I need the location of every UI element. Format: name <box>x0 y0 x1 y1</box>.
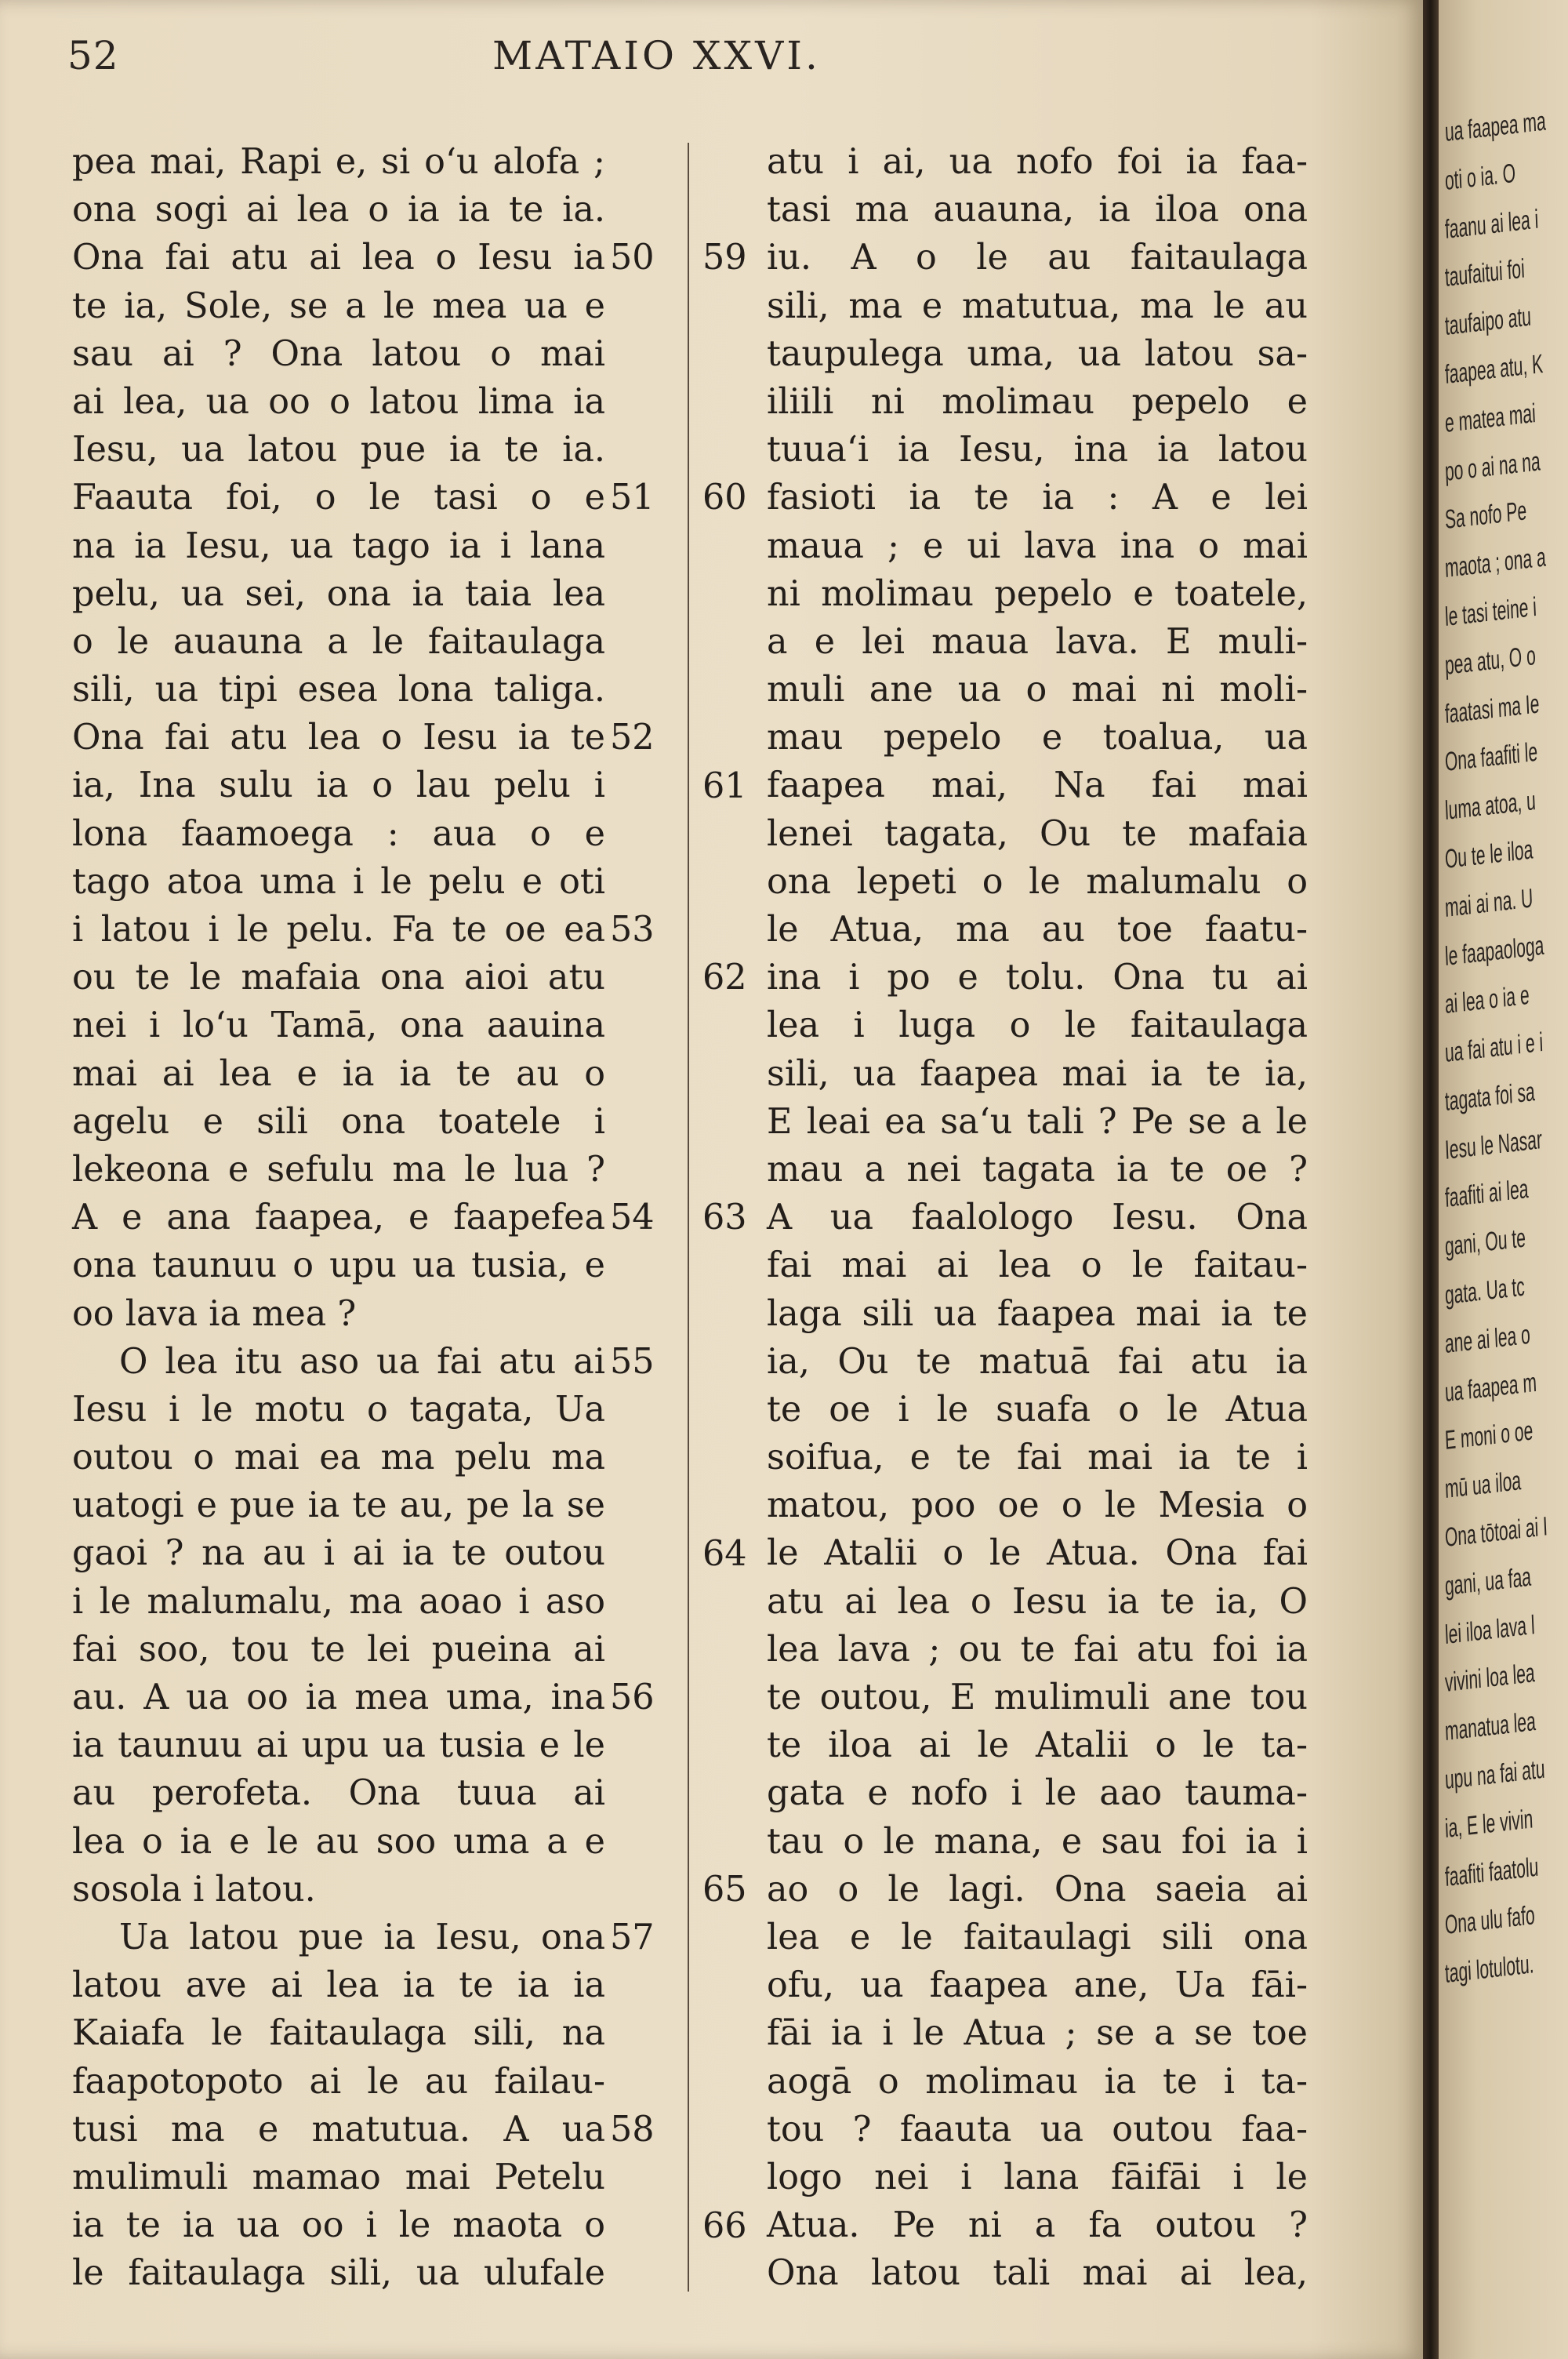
verse-number: 50 <box>610 238 655 278</box>
text-line: ia te ia ua oo i le maota o <box>72 2205 605 2246</box>
verse-number: 54 <box>610 1198 655 1238</box>
column-divider <box>688 143 689 2292</box>
facing-page-line: le tasi teine i <box>1444 591 1537 632</box>
text-line: ai lea, ua oo o latou lima ia <box>72 381 605 422</box>
facing-page-line: maota ; ona a <box>1444 542 1547 584</box>
text-line: iliili ni molimau pepelo e <box>767 381 1308 422</box>
text-line: gata e nofo i le aao tauma- <box>767 1773 1308 1814</box>
text-line: le Atalii o le Atua. Ona fai <box>767 1533 1308 1574</box>
page-number: 52 <box>67 33 119 78</box>
text-line: Faauta foi, o le tasi o e <box>72 478 605 518</box>
text-line: Iesu, ua latou pue ia te ia. <box>72 430 605 471</box>
text-line: te ia, Sole, se a le mea ua e <box>72 285 605 326</box>
facing-page-line: taufaipo atu <box>1444 301 1532 342</box>
facing-page-line: ua faapea ma <box>1444 106 1547 147</box>
text-line: i latou i le pelu. Fa te oe ea <box>72 910 605 950</box>
text-line: ofu, ua faapea ane, Ua fāi- <box>767 1965 1308 2006</box>
text-line: sau ai ? Ona latou o mai <box>72 333 605 374</box>
text-line: tou ? faauta ua outou faa- <box>767 2109 1308 2150</box>
text-line: lea lava ; ou te fai atu foi ia <box>767 1629 1308 1670</box>
text-line: ona sogi ai lea o ia ia te ia. <box>72 190 605 231</box>
facing-page-line: Ona faafiti le <box>1444 737 1538 778</box>
facing-page-line: ua faapea m <box>1444 1367 1537 1408</box>
text-line: Ua latou pue ia Iesu, ona <box>119 1917 605 1957</box>
facing-page-line: mū ua iloa <box>1444 1466 1522 1505</box>
facing-page-line: tagata foi sa <box>1444 1077 1536 1117</box>
verse-number: 61 <box>702 765 747 806</box>
text-line: lea e le faitaulagi sili ona <box>767 1917 1308 1957</box>
text-line: Ona fai atu lea o Iesu ia te <box>72 718 605 758</box>
text-line: sosola i latou. <box>72 1869 316 1910</box>
text-line: fasioti ia te ia : A e lei <box>767 478 1308 518</box>
facing-page-line: faafiti ai lea <box>1444 1174 1530 1214</box>
text-line: lea i luga o le faitaulaga <box>767 1005 1308 1046</box>
text-line: laga sili ua faapea mai ia te <box>767 1293 1308 1334</box>
verse-number: 66 <box>702 2205 747 2246</box>
text-line: tasi ma auauna, ia iloa ona <box>767 190 1308 231</box>
verse-number: 60 <box>702 478 747 518</box>
text-line: A ua faalologo Iesu. Ona <box>767 1198 1308 1238</box>
text-line: outou o mai ea ma pelu ma <box>72 1438 605 1478</box>
text-line: mai ai lea e ia ia te au o <box>72 1053 605 1094</box>
facing-page-fragment <box>1439 0 1568 2359</box>
text-line: sili, ua faapea mai ia te ia, <box>767 1053 1308 1094</box>
text-line: matou, poo oe o le Mesia o <box>767 1485 1308 1526</box>
right-text-column <box>702 138 1308 2297</box>
facing-page-line: Ona tōtoai ai I <box>1444 1511 1548 1554</box>
text-line: iu. A o le au faitaulaga <box>767 238 1308 278</box>
text-line: fāi ia i le Atua ; se a se toe <box>767 2013 1308 2054</box>
facing-page-line: manatua lea <box>1444 1707 1537 1747</box>
text-line: le faitaulaga sili, ua ulufale <box>72 2253 605 2294</box>
verse-number: 51 <box>610 478 655 518</box>
text-line: lenei tagata, Ou te mafaia <box>767 813 1308 854</box>
facing-page-line: ua fai atu i e i <box>1444 1027 1544 1069</box>
facing-page-line: luma atoa, u <box>1444 786 1537 827</box>
text-line: ia taunuu ai upu ua tusia e le <box>72 1725 605 1766</box>
text-line: soifua, e te fai mai ia te i <box>767 1438 1308 1478</box>
text-line: taupulega uma, ua latou sa- <box>767 333 1308 374</box>
text-line: lekeona e sefulu ma le lua ? <box>72 1149 605 1190</box>
text-line: mau pepelo e toalua, ua <box>767 718 1308 758</box>
text-line: ona lepeti o le malumalu o <box>767 861 1308 902</box>
verse-number: 57 <box>610 1917 655 1958</box>
facing-page-line: faatasi ma Ie <box>1444 689 1541 729</box>
text-line: atu i ai, ua nofo foi ia faa- <box>767 142 1308 182</box>
verse-number: 52 <box>610 718 655 758</box>
text-line: tau o le mana, e sau foi ia i <box>767 1821 1308 1862</box>
text-line: au perofeta. Ona tuua ai <box>72 1773 605 1814</box>
text-line: te oe i le suafa o le Atua <box>767 1389 1308 1430</box>
text-line: ia, Ina sulu ia o lau pelu i <box>72 765 605 806</box>
verse-number: 64 <box>702 1533 747 1574</box>
text-line: au. A ua oo ia mea uma, ina <box>72 1677 605 1717</box>
text-line: tusi ma e matutua. A ua <box>72 2109 605 2150</box>
text-line: lona faamoega : aua o e <box>72 813 605 854</box>
facing-page-line: lei iloa lava l <box>1444 1609 1536 1650</box>
text-line: Kaiafa le faitaulaga sili, na <box>72 2013 605 2054</box>
text-line: O lea itu aso ua fai atu ai <box>119 1341 605 1382</box>
text-line: gaoi ? na au i ai ia te outou <box>72 1533 605 1574</box>
text-line: mau a nei tagata ia te oe ? <box>767 1149 1308 1190</box>
facing-page-line: pea atu, O o <box>1444 640 1537 681</box>
text-line: ou te le mafaia ona aioi atu <box>72 958 605 998</box>
facing-page-line: taufaitui foi <box>1444 253 1526 293</box>
text-line: pelu, ua sei, ona ia taia lea <box>72 573 605 614</box>
verse-number: 56 <box>610 1677 655 1718</box>
text-line: ni molimau pepelo e toatele, <box>767 573 1308 614</box>
text-line: ia, Ou te matuā fai atu ia <box>767 1341 1308 1382</box>
text-line: Iesu i le motu o tagata, Ua <box>72 1389 605 1430</box>
facing-page-line: ane ai lea o <box>1444 1319 1531 1359</box>
text-line: tago atoa uma i le pelu e oti <box>72 861 605 902</box>
text-line: sili, ma e matutua, ma le au <box>767 285 1308 326</box>
facing-page-line: oti o ia. O <box>1444 158 1516 196</box>
text-line: aogā o molimau ia te i ta- <box>767 2061 1308 2102</box>
verse-number: 55 <box>610 1342 655 1382</box>
text-line: o le auauna a le faitaulaga <box>72 621 605 662</box>
facing-page-line: faanu ai lea i <box>1444 204 1540 245</box>
text-line: agelu e sili ona toatele i <box>72 1101 605 1142</box>
verse-number: 62 <box>702 958 747 998</box>
text-line: te outou, E mulimuli ane tou <box>767 1677 1308 1717</box>
facing-page-line: ai lea o ia e <box>1444 980 1530 1020</box>
facing-page-line: faafiti faatolu <box>1444 1852 1540 1892</box>
text-line: uatogi e pue ia te au, pe la se <box>72 1485 605 1526</box>
facing-page-line: faapea atu, K <box>1444 348 1544 390</box>
text-line: atu ai lea o Iesu ia te ia, O <box>767 1581 1308 1622</box>
text-line: fai mai ai lea o le faitau- <box>767 1245 1308 1286</box>
text-line: mulimuli mamao mai Petelu <box>72 2157 605 2197</box>
text-line: Ona latou tali mai ai lea, <box>767 2253 1308 2294</box>
text-line: i le malumalu, ma aoao i aso <box>72 1581 605 1622</box>
text-line: ao o le lagi. Ona saeia ai <box>767 1869 1308 1910</box>
text-line: te iloa ai le Atalii o le ta- <box>767 1725 1308 1766</box>
text-line: lea o ia e le au soo uma a e <box>72 1821 605 1862</box>
verse-number: 65 <box>702 1870 747 1910</box>
text-line: ona taunuu o upu ua tusia, e <box>72 1245 605 1286</box>
facing-page-line: mai ai na. U <box>1444 883 1534 923</box>
facing-page-line: gani, Ou te <box>1444 1223 1526 1263</box>
page-header <box>0 33 1423 88</box>
text-line: sili, ua tipi esea lona taliga. <box>72 670 605 711</box>
text-line: maua ; e ui lava ina o mai <box>767 525 1308 566</box>
verse-number: 63 <box>702 1198 747 1238</box>
facing-page-line: gata. Ua tc <box>1444 1271 1526 1311</box>
text-line: nei i lo‘u Tamā, ona aauina <box>72 1005 605 1046</box>
verse-number: 59 <box>702 238 747 278</box>
text-line: E leai ea sa‘u tali ? Pe se a le <box>767 1101 1308 1142</box>
text-line: tuua‘i ia Iesu, ina ia latou <box>767 430 1308 471</box>
book-gutter <box>1423 0 1439 2359</box>
facing-page-line: le faapaologa <box>1444 930 1545 972</box>
facing-page-line: tagi lotulotu. <box>1444 1949 1535 1990</box>
text-line: pea mai, Rapi e, si o‘u alofa ; <box>72 142 605 182</box>
text-line: a e lei maua lava. E muli- <box>767 621 1308 662</box>
running-title: MATAIO XXVI. <box>492 33 821 78</box>
text-line: fai soo, tou te lei pueina ai <box>72 1629 605 1670</box>
facing-page-line: E moni o oe <box>1444 1416 1534 1456</box>
text-line: ina i po e tolu. Ona tu ai <box>767 958 1308 998</box>
facing-page-line: vivini loa lea <box>1444 1658 1536 1699</box>
text-line: latou ave ai lea ia te ia ia <box>72 1965 605 2006</box>
text-line: logo nei i lana fāifāi i le <box>767 2157 1308 2197</box>
text-line: le Atua, ma au toe faatu- <box>767 910 1308 950</box>
text-line: na ia Iesu, ua tago ia i lana <box>72 525 605 566</box>
text-line: Ona fai atu ai lea o Iesu ia <box>72 238 605 278</box>
facing-page-line: Ona ulu fafo <box>1444 1900 1536 1941</box>
left-text-column <box>72 138 655 2297</box>
facing-page-line: Sa nofo Pe <box>1444 496 1527 536</box>
text-line: oo lava ia mea ? <box>72 1293 357 1334</box>
text-line: faapea mai, Na fai mai <box>767 765 1308 806</box>
text-line: Atua. Pe ni a fa outou ? <box>767 2205 1308 2246</box>
facing-page-line: Iesu le Nasar <box>1444 1124 1543 1165</box>
text-line: A e ana faapea, e faapefea <box>72 1198 605 1238</box>
verse-number: 53 <box>610 910 655 951</box>
facing-page-line: upu na fai atu <box>1444 1754 1546 1795</box>
facing-page-line: Ou te le iloa <box>1444 834 1534 874</box>
text-line: faapotopoto ai le au failau- <box>72 2061 605 2102</box>
facing-page-line: po o ai na na <box>1444 445 1541 487</box>
text-line: muli ane ua o mai ni moli- <box>767 670 1308 711</box>
facing-page-line: e matea mai <box>1444 398 1537 438</box>
facing-page-line: gani, ua faa <box>1444 1561 1532 1601</box>
verse-number: 58 <box>610 2110 655 2150</box>
facing-page-line: ia, E le vivin <box>1444 1804 1534 1844</box>
